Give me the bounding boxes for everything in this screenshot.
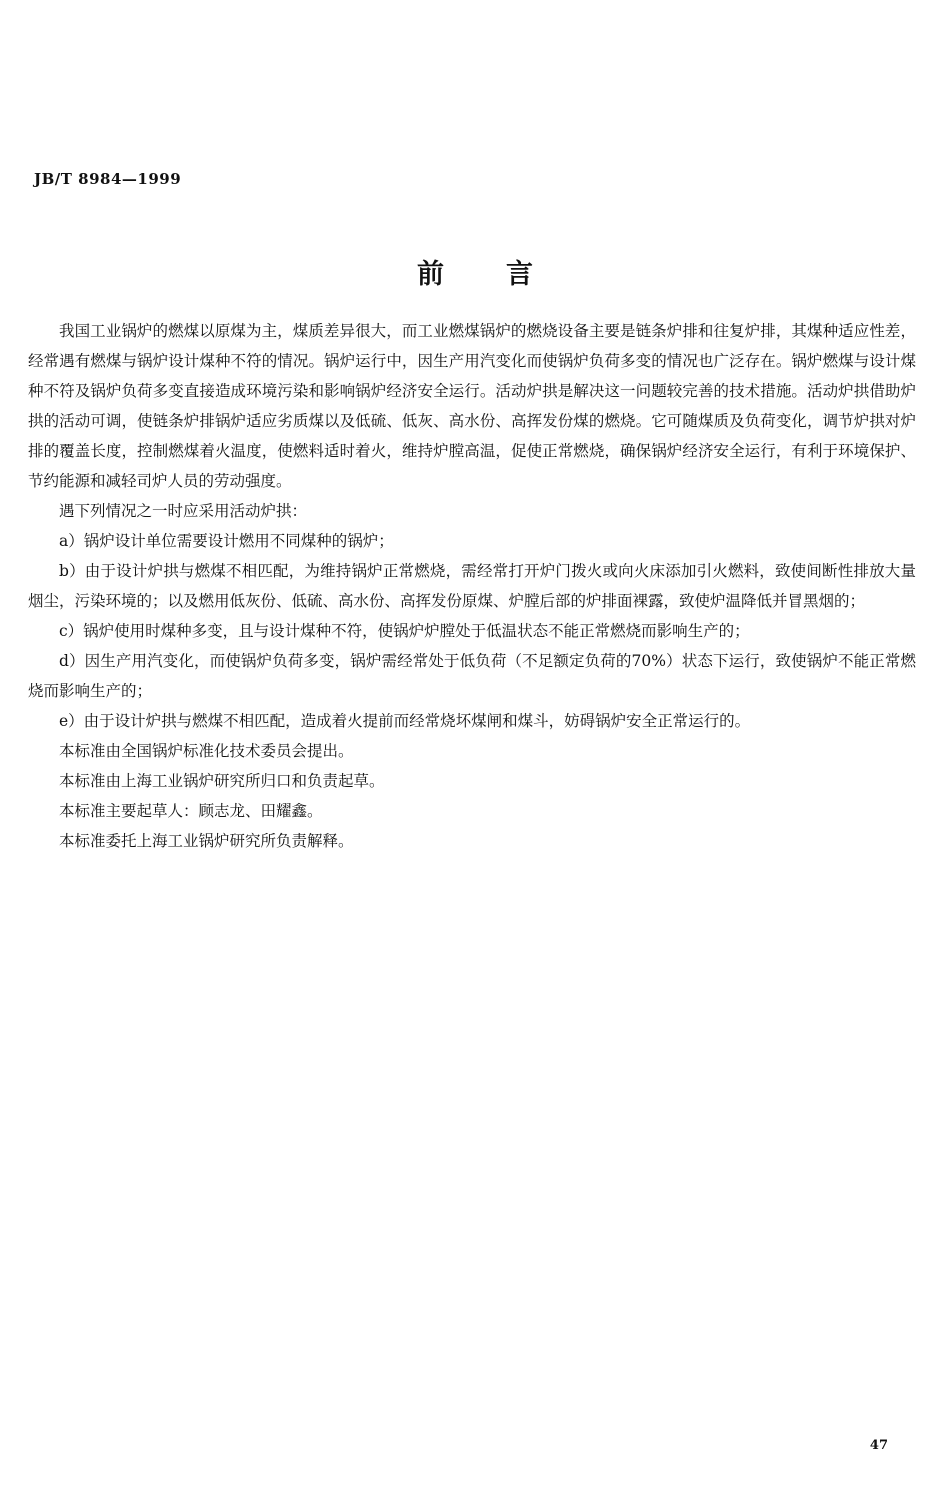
paragraph-conditions-lead: 遇下列情况之一时应采用活动炉拱： — [59, 502, 308, 520]
paragraph-proposed-by: 本标准由全国锅炉标准化技术委员会提出。 — [59, 742, 354, 760]
list-item-a: a）锅炉设计单位需要设计燃用不同煤种的锅炉； — [59, 532, 394, 550]
paragraph-drafters: 本标准主要起草人：顾志龙、田耀鑫。 — [59, 802, 323, 820]
list-item-e: e）由于设计炉拱与燃煤不相匹配，造成着火提前而经常烧坏煤闸和煤斗，妨碍锅炉安全正常运行的。 — [59, 712, 751, 730]
page-number: 47 — [869, 1438, 888, 1453]
paragraph-intro: 我国工业锅炉的燃煤以原煤为主，煤质差异很大，而工业燃煤锅炉的燃烧设备主要是链条炉排和往复炉排，其煤种适应性差，经常遇有燃煤与锅炉设计煤种不符的情况。锅炉运行中，因生产用汽变化而使锅炉负荷多变的情况也广泛存在。锅炉燃煤与设计煤种不符及锅炉负荷多变直接造成环境污染和影响锅炉经济安全运行。活动炉拱是解决这一问题较完善的技术措施。活动炉拱借助炉拱的活动可调，使链条炉排锅炉适应劣质煤以及低硫、低灰、高水份、高挥发份煤的燃烧。它可随煤质及负荷变化，调节炉拱对炉排的覆盖长度，控制燃煤着火温度，使燃料适时着火，维持炉膛高温，促使正常燃烧，确保锅炉经济安全运行，有利于环境保护、节约能源和减轻司炉人员的劳动强度。 — [28, 322, 916, 490]
list-item-d: d）因生产用汽变化，而使锅炉负荷多变，锅炉需经常处于低负荷（不足额定负荷的70%）状态下运行，致使锅炉不能正常燃烧而影响生产的； — [28, 652, 916, 700]
page-title: 前言 — [417, 259, 595, 290]
paragraph-drafted-by: 本标准由上海工业锅炉研究所归口和负责起草。 — [59, 772, 385, 790]
standard-code: JB/T 8984—1999 — [34, 170, 182, 188]
foreword-body — [28, 316, 916, 856]
list-item-c: c）锅炉使用时煤种多变，且与设计煤种不符，使锅炉炉膛处于低温状态不能正常燃烧而影响生产的； — [59, 622, 750, 640]
list-item-b: b）由于设计炉拱与燃煤不相匹配，为维持锅炉正常燃烧，需经常打开炉门拨火或向火床添加引火燃料，致使间断性排放大量烟尘，污染环境的；以及燃用低灰份、低硫、高水份、高挥发份原煤、炉膛后部的炉排面裸露，致使炉温降低并冒黑烟的； — [28, 562, 916, 610]
paragraph-interpretation: 本标准委托上海工业锅炉研究所负责解释。 — [59, 832, 354, 850]
